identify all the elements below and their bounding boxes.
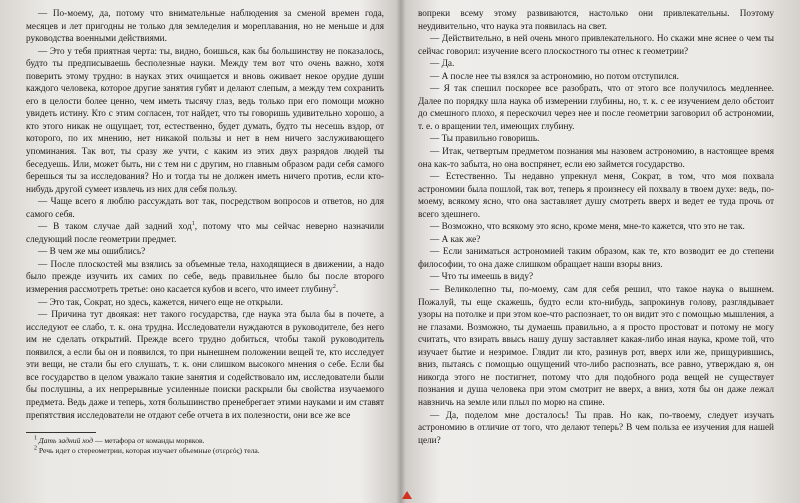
paragraph <box>418 133 774 146</box>
paragraph <box>418 234 774 247</box>
paragraph-text: — Естественно. Ты недавно упрекнул меня, Сократ, в том, что моя похвала астрономии была пошлой, так вот, теперь я произнесу ей похвалу в твоем духе: ведь, по-моему, всякому ясно, что она заставляет душу смотреть вверх и ведет ее туда прочь от всего здешнего. <box>418 172 774 220</box>
footnote-ref[interactable]: 2 <box>332 283 336 290</box>
paragraph-text: — Действительно, в ней очень много привлекательного. Но скажи мне яснее о чем ты сейчас говорил: изучение всего плоскостного ты отнес к геометрии? <box>418 34 774 57</box>
paragraph-text: — Итак, четвертым предметом познания мы назовем астрономию, в настоящее время она как-то забыта, но она воспрянет, если ею займется государство. <box>418 147 774 170</box>
footnote-number: 1 <box>34 435 37 442</box>
paragraph-text: — В чем же мы ошиблись? <box>38 247 146 258</box>
paragraph-text: — Что ты имеешь в виду? <box>430 272 534 283</box>
paragraph <box>26 309 384 422</box>
footnote-text: — метафора от команды моряков. <box>92 436 205 446</box>
left-page <box>26 8 384 498</box>
paragraph-text-tail: , потому что мы сейчас неверно назначили следующий после геометрии предмет. <box>26 222 384 245</box>
footnote-term: Дать задний ход <box>38 436 93 446</box>
footnote <box>26 436 384 446</box>
footnote-number: 2 <box>34 445 37 452</box>
footnote-ref[interactable]: 1 <box>191 221 195 228</box>
left-page-text <box>26 8 384 422</box>
paragraph <box>418 410 774 448</box>
paragraph-text: — А после нее ты взялся за астрономию, но потом отступился. <box>430 71 679 82</box>
paragraph-text-tail: . <box>335 285 339 296</box>
page-corner-marker-icon <box>402 491 412 499</box>
paragraph <box>26 246 384 259</box>
paragraph-text: — Если заниматься астрономией таким образом, как те, кто возводит ее до степени философии, то она даже слишком обращает наши взоры вниз. <box>418 247 774 270</box>
book-gutter <box>396 0 406 503</box>
paragraph <box>418 58 774 71</box>
footnote-text: Речь идет о стереометрии, которая изучает объемные (στερεός) тела. <box>38 445 260 455</box>
paragraph-text: — По-моему, да, потому что внимательные наблюдения за сменой времен года, месяцев и лет пригодны не только для земледелия и мореплавания, но не меньше и для руководства военными действиями. <box>26 9 384 45</box>
paragraph-text: вопреки всему этому развиваются, настолько они привлекательны. Поэтому неудивительно, что наука эта появилась на свет. <box>418 9 774 32</box>
paragraph-text: — Да, поделом мне досталось! Ты прав. Но как, по-твоему, следует изучать астрономию в отличие от того, что делают теперь? В чем польза ее изучения для нашей цели? <box>418 410 774 446</box>
paragraph <box>418 146 774 171</box>
paragraph-text: — После плоскостей мы взялись за объемные тела, находящиеся в движении, а надо было прежде изучить их самих по себе, ведь правильнее было бы после второго измерения рассмотреть третье: оно касается кубов и всего, что имеет глубину <box>26 259 384 296</box>
paragraph <box>418 8 774 33</box>
paragraph <box>418 246 774 271</box>
paragraph-text: — Ты правильно говоришь. <box>430 134 540 145</box>
paragraph <box>418 33 774 58</box>
footnote <box>26 446 384 456</box>
paragraph-text: — Великолепно ты, по-моему, сам для себя решил, что такое наука о вышнем. Пожалуй, ты еще скажешь, будто если кто-нибудь, запрокинув голову, разглядывает узоры на потолке и при этом кое-что распознает, то он видит это с помощью мышления, а не глазами. Возможно, ты думаешь правильно, а я просто простоват и потому не могу считать, что взирать ввысь нашу душу заставляет какая-либо иная наука, кроме той, что изучает бытие и незримое. Глядит ли кто, разинув рот, вверх или же, прищурившись, вниз, пытаясь с помощью ощущений что-либо распознать, все равно, утверждаю я, он никогда этого не постигнет, потому что для подобного рода вещей не существует познания и душа человека при этом смотрит не вверх, а вниз, хотя бы он даже лежал навзничь на земле или плыл по морю на спине. <box>418 285 774 408</box>
paragraph <box>26 8 384 46</box>
paragraph <box>418 171 774 221</box>
paragraph <box>26 259 384 297</box>
paragraph-text: — Это у тебя приятная черта: ты, видно, боишься, как бы большинству не показалось, будто ты предписываешь бесполезные науки. Между тем вот что очень важно, хотя поверить этому трудно: в науках этих очищается и вновь оживает некое орудие души каждого человека, которое другие занятия губят и делают слепым, а между тем сохранить его в целости более ценно, чем иметь тысячу глаз, ведь только при его помощи можно увидеть истину. Кто с этим согласен, тот найдет, что ты говоришь удивительно хорошо, а кто этого никак не ощущает, тот, естественно, будет думать, будто ты несешь вздор, от которого, по их мнению, нет никакой пользы и нет в нем ничего заслуживающего упоминания. Так вот, ты сразу же учти, с каким из этих двух разрядов людей ты беседуешь. Или, может быть, ни с тем ни с другим, но главным образом ради себя самого берешься ты за исследования? Но и тогда ты не должен иметь ничего против, если кто-нибудь другой сумеет извлечь из них для себя пользу. <box>26 46 384 195</box>
paragraph-text: — Возможно, что всякому это ясно, кроме меня, мне-то кажется, что это не так. <box>430 222 745 233</box>
paragraph-text: — Я так спешил поскорее все разобрать, что от этого все получилось медленнее. Далее по порядку шла наука об измерении глубины, но, т. к. с ее изучением дело обстоит до смешного плохо, я перескочил через нее и после геометрии заговорил об астрономии, т. е. о вращении тел, имеющих глубину. <box>418 84 774 132</box>
footnotes <box>26 436 384 455</box>
paragraph <box>418 284 774 409</box>
paragraph <box>418 221 774 234</box>
paragraph-text: — Причина тут двоякая: нет такого государства, где наука эта была бы в почете, а исследуют ее слабо, т. к. она трудна. Исследователи нуждаются в руководителе, без него им не сделать открытий. Прежде всего трудно добиться, чтобы такой руководитель появился, а если бы он и появился, то при нынешнем положении вещей те, кто исследует эти вещи, не стали бы его слушать, т. к. они слишком высокого мнения о себе. Если бы все государство в целом уважало такие занятия и содействовало им, исследователи были бы послушны, а их непрерывные усиленные поиски раскрыли бы свойства изучаемого предмета. Ведь даже и теперь, хотя большинство пренебрегает этими науками и им ставят препятствия исследователи не отдают себе отчета в их полезности, они все же все <box>26 310 384 421</box>
paragraph-text: — Да. <box>430 59 455 70</box>
paragraph-text: — Чаще всего я люблю рассуждать вот так, посредством вопросов и ответов, но для самого себя. <box>26 197 384 220</box>
paragraph <box>418 83 774 133</box>
right-page-text <box>418 8 774 447</box>
footnote-rule <box>26 432 96 433</box>
paragraph <box>418 71 774 84</box>
paragraph <box>26 221 384 246</box>
paragraph <box>26 297 384 310</box>
paragraph-text: — Это так, Сократ, но здесь, кажется, ничего еще не открыли. <box>38 297 283 308</box>
right-page <box>418 8 774 498</box>
paragraph-text: — А как же? <box>430 234 481 245</box>
paragraph-text: — В таком случае дай задний ход <box>38 222 192 233</box>
paragraph <box>26 196 384 221</box>
paragraph <box>418 271 774 284</box>
paragraph <box>26 46 384 197</box>
